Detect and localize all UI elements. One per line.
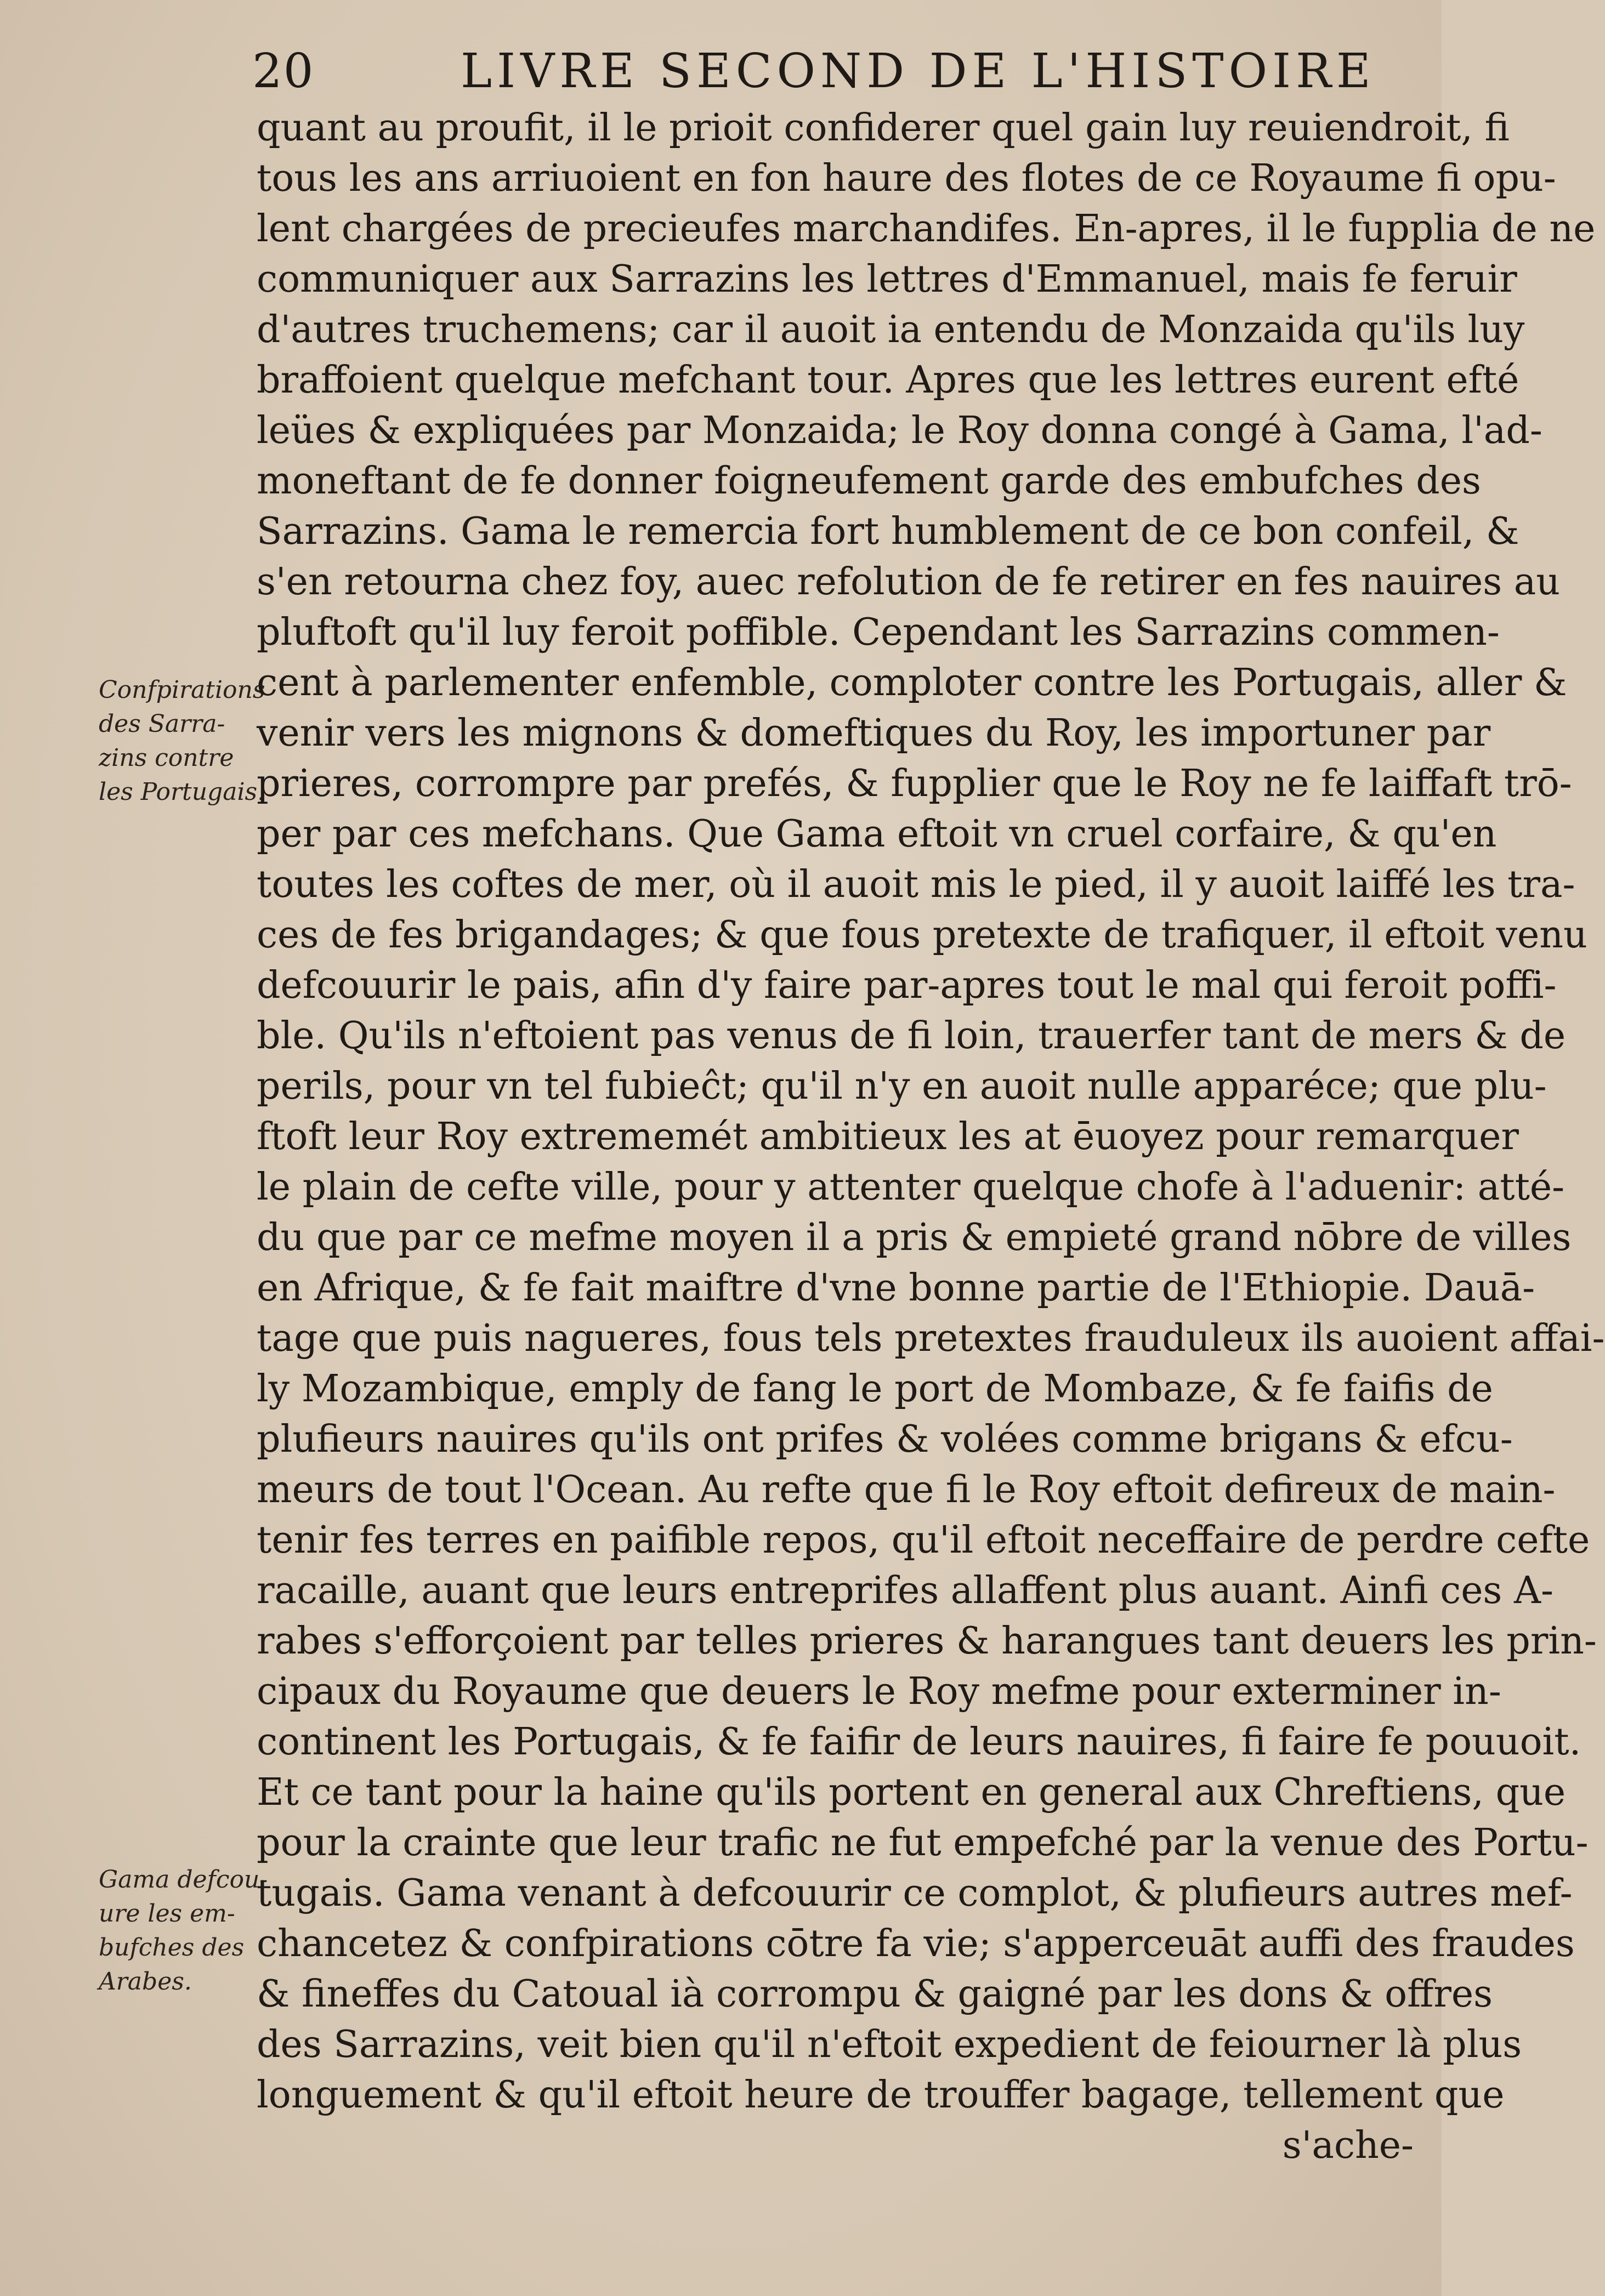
text-line: prieres, corrompre par prefés, & fupplier que le Roy ne fe laiffaft trō- (257, 762, 1572, 805)
text-line: le plain de cefte ville, pour y attenter quelque chofe à l'aduenir: atté- (257, 1166, 1565, 1209)
text-line: pour la crainte que leur trafic ne fut empefché par la venue des Portu- (257, 1821, 1589, 1865)
text-line: moneftant de fe donner foigneufement garde des embufches des (257, 459, 1481, 503)
text-line: plufieurs nauires qu'ils ont prifes & volées comme brigans & efcu- (257, 1418, 1513, 1461)
margin-note-line: Gama defcou- (99, 1866, 268, 1894)
margin-note-line: bufches des (99, 1934, 245, 1962)
text-line: braffoient quelque mefchant tour. Apres que les lettres eurent efté (257, 359, 1519, 402)
margin-note-line: des Sarra- (99, 710, 225, 738)
text-line: cipaux du Royaume que deuers le Roy mefme pour exterminer in- (257, 1670, 1501, 1713)
text-line: ces de fes brigandages; & que fous pretexte de trafiquer, il eftoit venu (257, 913, 1587, 957)
text-line: quant au proufit, il le prioit confiderer quel gain luy reuiendroit, fi (257, 106, 1510, 150)
page-header (252, 38, 1376, 99)
text-line: racaille, auant que leurs entreprifes allaffent plus auant. Ainfi ces A- (257, 1569, 1554, 1612)
running-head: LIVRE SECOND DE L'HISTOIRE (461, 44, 1376, 99)
margin-note-line: ure les em- (99, 1900, 235, 1928)
text-line: ly Mozambique, emply de fang le port de Mombaze, & fe faifis de (257, 1367, 1493, 1411)
margin-note-gama (99, 1863, 268, 1999)
text-line: lent chargées de precieufes marchandifes. En-apres, il le fupplia de ne (257, 207, 1596, 251)
text-line: perils, pour vn tel fubieĉt; qu'il n'y en auoit nulle apparéce; que plu- (257, 1065, 1547, 1108)
text-line: venir vers les mignons & domeftiques du Roy, les importuner par (257, 712, 1491, 755)
text-line: Et ce tant pour la haine qu'ils portent en general aux Chreftiens, que (257, 1771, 1566, 1814)
margin-note-line: les Portugais. (99, 778, 265, 806)
text-line: toutes les coftes de mer, où il auoit mis le pied, il y auoit laiffé les tra- (257, 863, 1575, 906)
text-line: Sarrazins. Gama le remercia fort humblement de ce bon confeil, & (257, 510, 1519, 553)
text-line: & fineffes du Catoual ià corrompu & gaigné par les dons & offres (257, 1973, 1493, 2016)
text-line: cent à parlementer enfemble, comploter contre les Portugais, aller & (257, 661, 1567, 704)
text-line: tous les ans arriuoient en fon haure des flotes de ce Royaume fi opu- (257, 157, 1556, 200)
text-line: ftoft leur Roy extrememét ambitieux les at ēuoyez pour remarquer (257, 1115, 1519, 1158)
text-line: leües & expliquées par Monzaida; le Roy donna congé à Gama, l'ad- (257, 409, 1542, 452)
text-line: pluftoft qu'il luy feroit poffible. Cependant les Sarrazins commen- (257, 611, 1500, 654)
text-line: continent les Portugais, & fe faifir de leurs nauires, fi faire fe pouuoit. (257, 1720, 1581, 1764)
text-line: meurs de tout l'Ocean. Au refte que fi le Roy eftoit defireux de main- (257, 1468, 1556, 1511)
text-line: s'en retourna chez foy, auec refolution de fe retirer en fes nauires au (257, 560, 1561, 604)
text-line: per par ces mefchans. Que Gama eftoit vn cruel corfaire, & qu'en (257, 812, 1497, 856)
folio-number: 20 (252, 44, 315, 99)
body-text (257, 103, 1605, 2171)
text-line: d'autres truchemens; car il auoit ia entendu de Monzaida qu'ils luy (257, 308, 1525, 351)
text-line: rabes s'efforçoient par telles prieres & harangues tant deuers les prin- (257, 1619, 1597, 1663)
margin-note-line: Confpirations (99, 676, 265, 704)
text-line: des Sarrazins, veit bien qu'il n'eftoit expedient de feiourner là plus (257, 2023, 1522, 2066)
text-line: en Afrique, & fe fait maiftre d'vne bonne partie de l'Ethiopie. Dauā- (257, 1266, 1535, 1310)
catchword: s'ache- (1282, 2124, 1414, 2167)
text-line: tenir fes terres en paifible repos, qu'il eftoit neceffaire de perdre cefte (257, 1519, 1590, 1562)
margin-note-line: zins contre (99, 744, 234, 772)
margin-note-conspirations (99, 673, 265, 809)
text-line: defcouurir le pais, afin d'y faire par-apres tout le mal qui feroit poffi- (257, 964, 1557, 1007)
margin-note-line: Arabes. (99, 1968, 192, 1996)
text-line: tugais. Gama venant à defcouurir ce complot, & plufieurs autres mef- (257, 1872, 1573, 1915)
text-line: ble. Qu'ils n'eftoient pas venus de fi loin, trauerfer tant de mers & de (257, 1014, 1566, 1058)
text-line: tage que puis nagueres, fous tels pretextes frauduleux ils auoient affai- (257, 1317, 1605, 1360)
text-line: chancetez & confpirations cōtre fa vie; s'apperceuāt auffi des fraudes (257, 1922, 1575, 1965)
text-line: du que par ce mefme moyen il a pris & empieté grand nōbre de villes (257, 1216, 1572, 1259)
text-line: communiquer aux Sarrazins les lettres d'Emmanuel, mais fe feruir (257, 258, 1517, 301)
text-line: longuement & qu'il eftoit heure de trouffer bagage, tellement que (257, 2073, 1505, 2117)
